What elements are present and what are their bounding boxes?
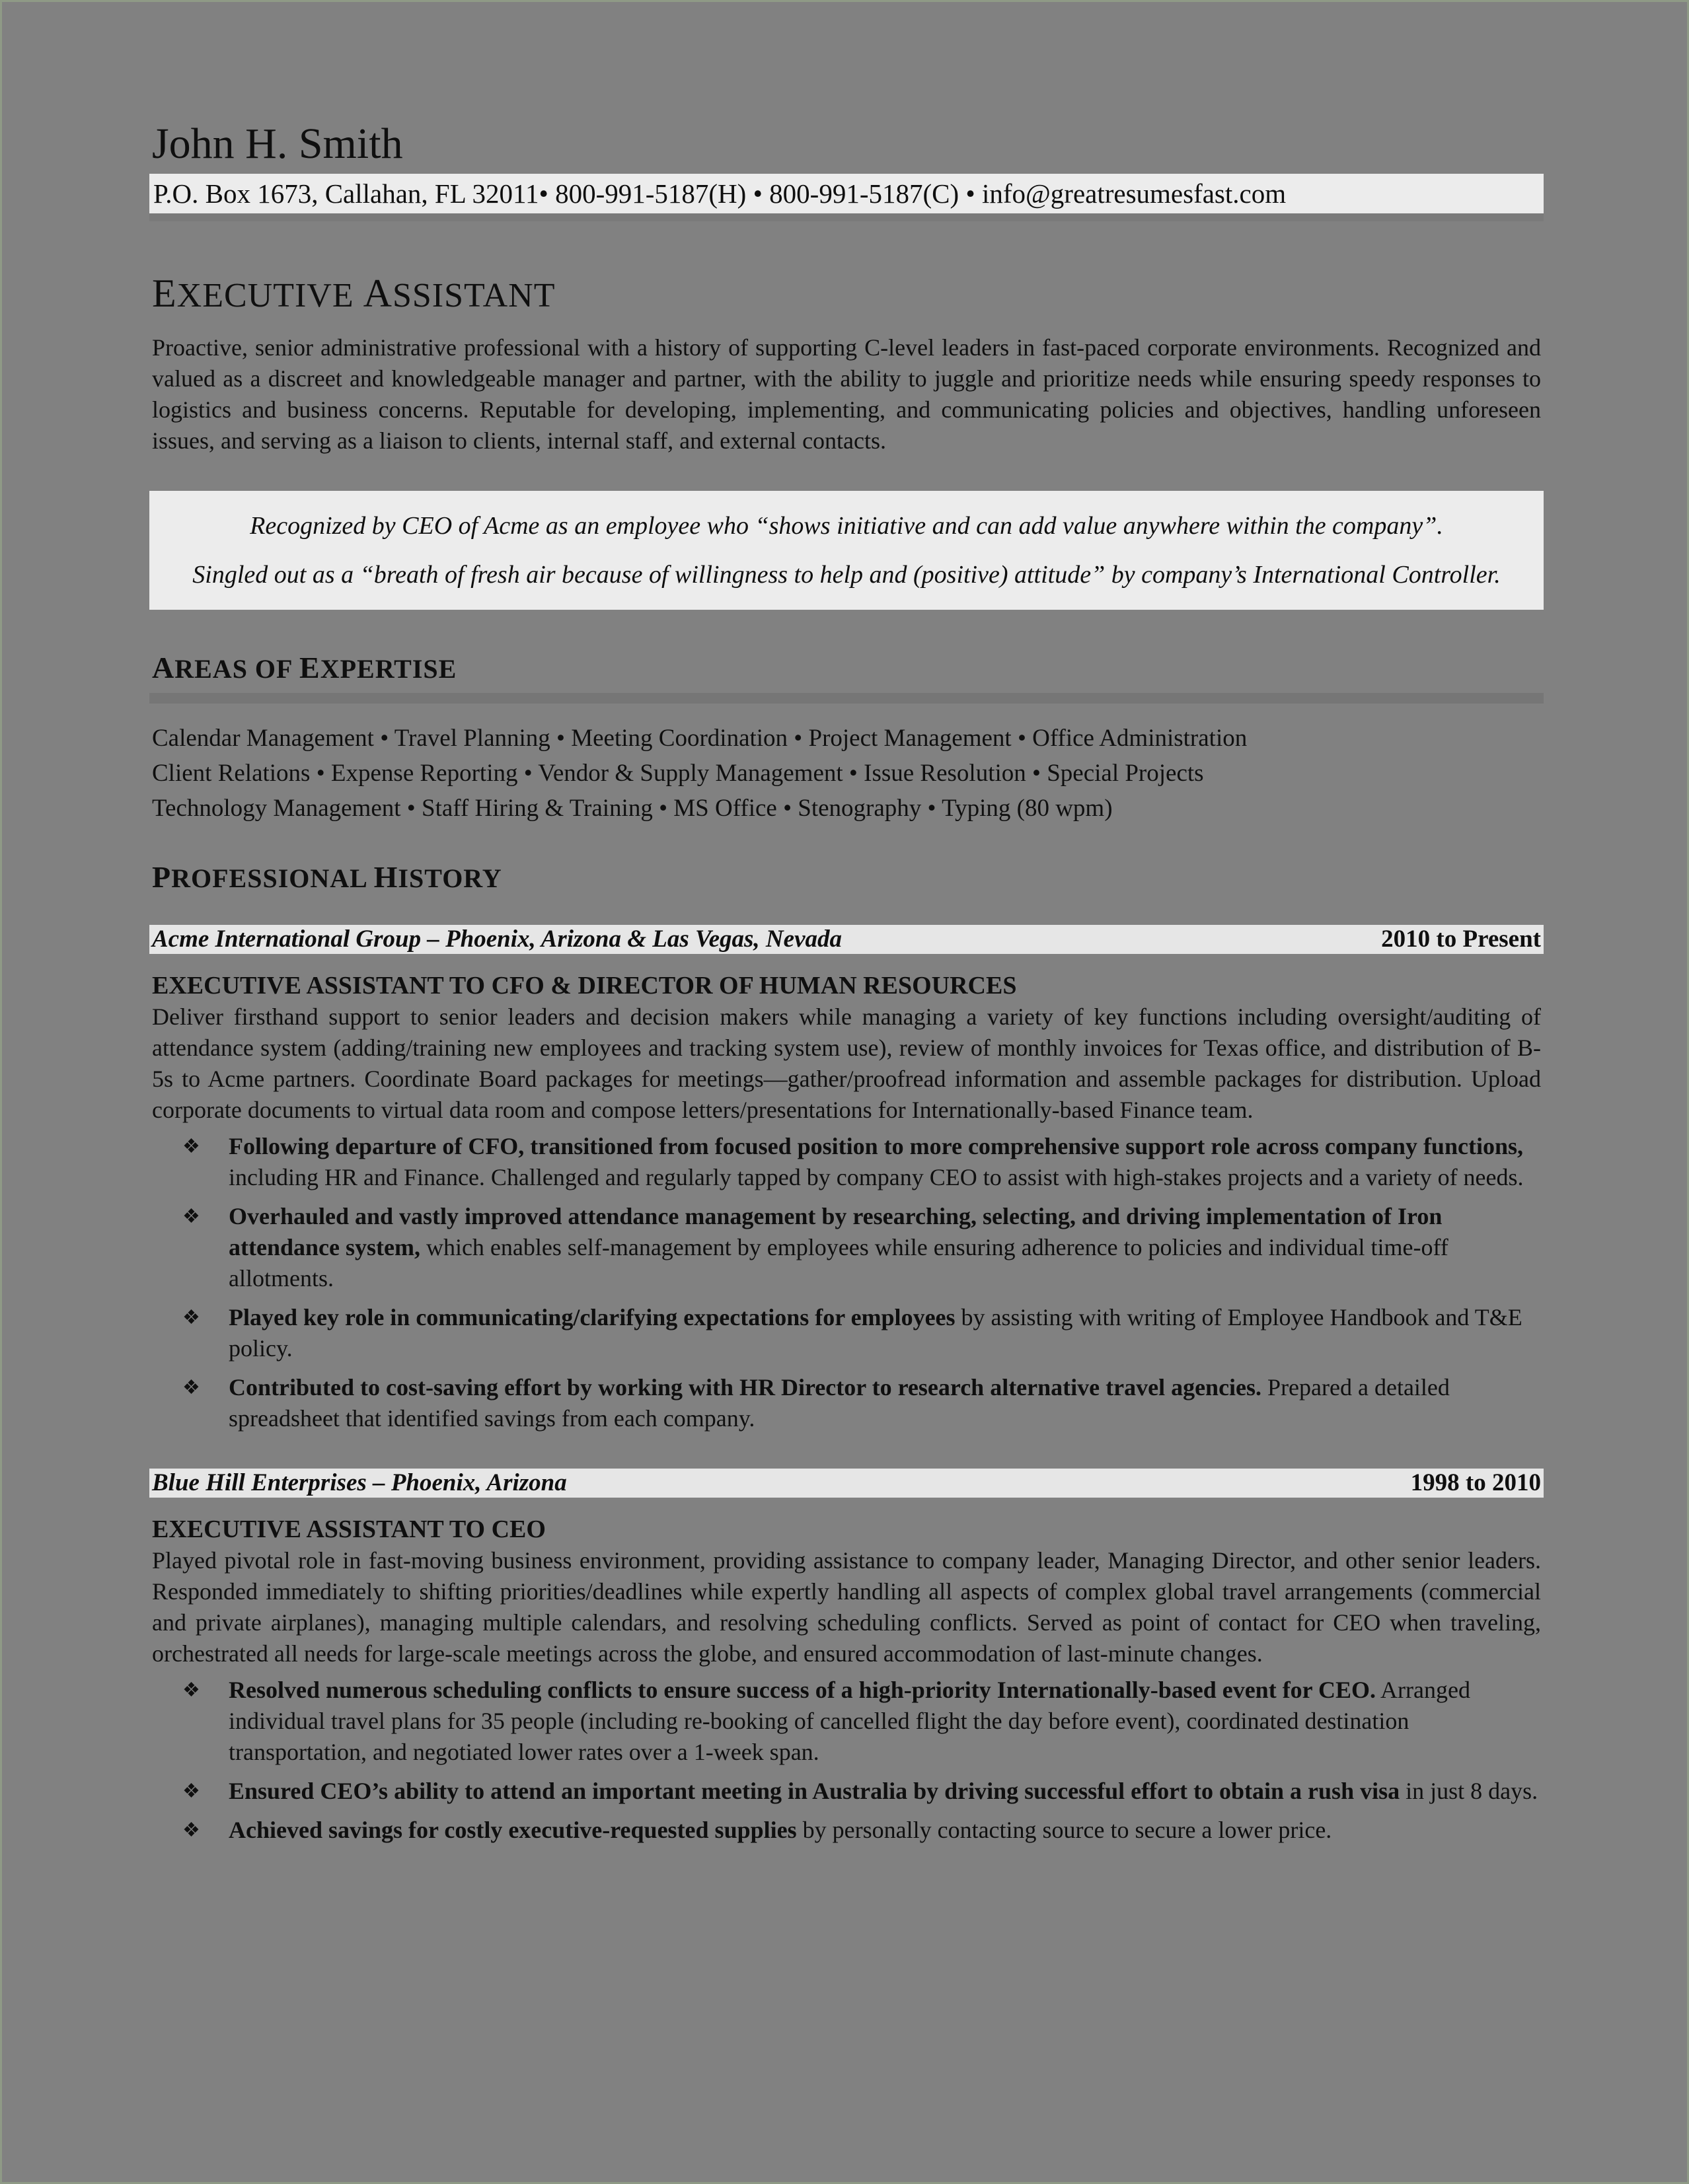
achievement-item: ❖ Played key role in communicating/clarifying expectations for employees by assisting with writing of Employee Handbook and T&E policy.	[149, 1302, 1544, 1364]
job-dates: 1998 to 2010	[1410, 1469, 1541, 1496]
summary-paragraph: Proactive, senior administrative professional with a history of supporting C-level leaders in fast-paced corporate environments. Recognized and valued as a discreet and knowledgeable manager and partner, with the ability to juggle and prioritize needs while ensuring speedy responses to logistics and business concerns. Reputable for developing, implementing, and communicating policies and objectives, handling unforeseen issues, and serving as a liaison to clients, internal staff, and external contacts.	[152, 334, 1541, 454]
section-heading-expertise: AREAS OF EXPERTISE	[149, 651, 1544, 704]
achievement-item: ❖ Overhauled and vastly improved attendance management by researching, selecting, and driving implementation of Iron attendance system, which enables self-management by employees while ensuring adherence to policies and individual time-off allotments.	[149, 1201, 1544, 1294]
job-title: EXECUTIVE ASSISTANT TO CFO & DIRECTOR OF HUMAN RESOURCES	[152, 972, 1017, 1000]
diamond-bullet-icon: ❖	[182, 1819, 200, 1841]
contact-info: P.O. Box 1673, Callahan, FL 32011• 800-991-5187(H) • 800-991-5187(C) • info@greatresumesfast.com	[149, 174, 1544, 221]
job-company: Acme International Group – Phoenix, Arizona & Las Vegas, Nevada	[152, 926, 842, 953]
achievement-item: ❖ Following departure of CFO, transitioned from focused position to more comprehensive support role across company functions, including HR and Finance. Challenged and regularly tapped by company CEO to assist with high-stakes projects and a variety of needs.	[149, 1131, 1544, 1193]
diamond-bullet-icon: ❖	[182, 1206, 200, 1227]
diamond-bullet-icon: ❖	[182, 1780, 200, 1802]
achievement-item: ❖ Ensured CEO’s ability to attend an important meeting in Australia by driving successful effort to obtain a rush visa in just 8 days.	[149, 1776, 1544, 1807]
expertise-list	[149, 721, 1544, 826]
diamond-bullet-icon: ❖	[182, 1307, 200, 1329]
job-description: Played pivotal role in fast-moving business environment, providing assistance to company leader, Managing Director, and other senior leaders. Responded immediately to shifting priorities/deadlines while expertly handling all aspects of complex global travel arrangements (commercial and private airplanes), managing multiple calendars, and resolving scheduling conflicts. Served as point of contact for CEO when traveling, orchestrated all needs for large-scale meetings across the globe, and ensured accommodation of last-minute changes.	[152, 1547, 1541, 1667]
expertise-line: Client Relations • Expense Reporting • Vendor & Supply Management • Issue Resolution • Special Projects	[152, 760, 1204, 787]
resume-title: EXECUTIVE ASSISTANT	[152, 272, 556, 315]
expertise-line: Technology Management • Staff Hiring & Training • MS Office • Stenography • Typing (80 wpm)	[152, 795, 1113, 822]
expertise-line: Calendar Management • Travel Planning • Meeting Coordination • Project Management • Office Administration	[152, 725, 1248, 752]
diamond-bullet-icon: ❖	[182, 1679, 200, 1701]
testimonial-box	[149, 491, 1544, 610]
job-description: Deliver firsthand support to senior leaders and decision makers while managing a variety of key functions including oversight/auditing of attendance system (adding/training new employees and tracking system use), review of monthly invoices for Texas office, and distribution of B-5s to Acme partners. Coordinate Board packages for meetings—gather/proofread information and assemble packages for distribution. Upload corporate documents to virtual data room and compose letters/presentations for Internationally-based Finance team.	[152, 1003, 1541, 1123]
resume-content	[149, 114, 1544, 1854]
job-header	[149, 1469, 1544, 1498]
diamond-bullet-icon: ❖	[182, 1136, 200, 1157]
job-achievements	[149, 1675, 1544, 1846]
achievement-item: ❖ Contributed to cost-saving effort by working with HR Director to research alternative travel agencies. Prepared a detailed spreadsheet that identified savings from each company.	[149, 1372, 1544, 1434]
section-heading-history: PROFESSIONAL HISTORY	[152, 860, 502, 894]
testimonial-quote: Singled out as a “breath of fresh air because of willingness to help and (positive) attitude” by company’s International Controller.	[192, 561, 1501, 589]
job-achievements	[149, 1131, 1544, 1434]
diamond-bullet-icon: ❖	[182, 1377, 200, 1399]
job-dates: 2010 to Present	[1381, 926, 1541, 953]
job-company: Blue Hill Enterprises – Phoenix, Arizona	[152, 1469, 567, 1496]
job-title: EXECUTIVE ASSISTANT TO CEO	[152, 1515, 546, 1543]
achievement-item: ❖ Achieved savings for costly executive-requested supplies by personally contacting source to secure a lower price.	[149, 1815, 1544, 1846]
testimonial-quote: Recognized by CEO of Acme as an employee who “shows initiative and can add value anywhere within the company”.	[250, 512, 1443, 540]
job-header	[149, 925, 1544, 954]
candidate-name: John H. Smith	[152, 120, 403, 168]
achievement-item: ❖ Resolved numerous scheduling conflicts to ensure success of a high-priority Internationally-based event for CEO. Arranged individual travel plans for 35 people (including re-booking of cancelled flight the day before event), coordinated destination transportation, and negotiated lower rates over a 1-week span.	[149, 1675, 1544, 1768]
